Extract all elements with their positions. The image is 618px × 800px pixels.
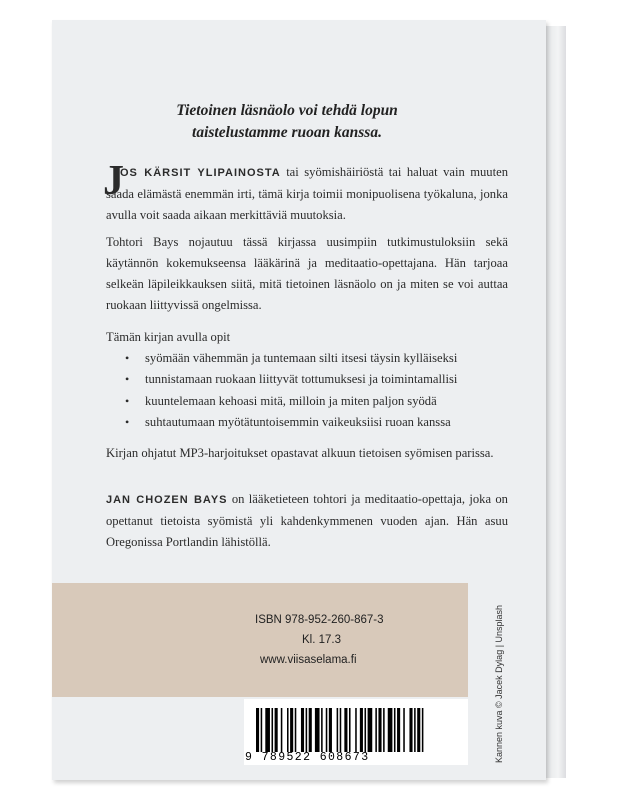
list-item — [106, 348, 506, 369]
cover-photo-credit: Kannen kuva © Jacek Dylag | Unsplash — [494, 604, 504, 763]
list-item-text: suhtautumaan myötätuntoisemmin vaikeuksiisi ruoan kanssa — [145, 414, 451, 429]
bullet-icon: • — [125, 414, 130, 429]
intro-lead: OS KÄRSIT YLIPAINOSTA — [120, 167, 281, 179]
book-spine — [546, 26, 566, 778]
list-item-text: kuuntelemaan kehoasi mitä, milloin ja miten paljon syödä — [145, 393, 437, 408]
list-item — [106, 391, 506, 412]
drop-cap: J — [103, 158, 124, 204]
list-item — [106, 412, 506, 433]
list-item-text: tunnistamaan ruokaan liittyvät tottumuksesi ja toimintamallisi — [145, 372, 458, 387]
bullet-icon: • — [125, 351, 130, 365]
tagline — [128, 100, 446, 144]
barcode-digits: 9 789522 608673 — [245, 751, 370, 764]
intro-text: tai syömishäiriöstä tai haluat vain muuten saada elämästä enemmän irti, tämä kirja toimii monipuolisena työkaluna, jonka avulla voit saada aikaan merkittäviä muutoksia. — [106, 165, 508, 222]
isbn: ISBN 978-952-260-867-3 — [255, 614, 384, 626]
intro-paragraph — [106, 162, 508, 226]
bullet-icon: • — [125, 393, 130, 408]
author-bio — [106, 489, 508, 553]
tagline-line-2: taistelustamme ruoan kanssa. — [192, 124, 382, 141]
bullet-icon: • — [125, 372, 130, 387]
list-intro: Tämän kirjan avulla opit — [106, 330, 231, 344]
author-name: JAN CHOZEN BAYS — [106, 494, 228, 506]
list-item-text: syömään vähemmän ja tuntemaan silti itsesi täysin kylläiseksi — [145, 351, 458, 365]
classification: Kl. 17.3 — [302, 634, 341, 646]
benefits-list — [106, 348, 506, 433]
mp3-paragraph: Kirjan ohjatut MP3-harjoitukset opastavat alkuun tietoisen syömisen parissa. — [106, 446, 494, 460]
tagline-line-1: Tietoinen läsnäolo voi tehdä lopun — [176, 102, 398, 119]
barcode-icon — [256, 708, 464, 752]
list-item — [106, 369, 506, 390]
publisher-url: www.viisaselama.fi — [260, 654, 357, 666]
author-bio-text: on lääketieteen tohtori ja meditaatio-opettaja, joka on opettanut tietoista syömistä yli kahdenkymmenen vuoden ajan. Hän asuu Oregonissa Portlandin lähistöllä. — [106, 492, 508, 549]
description-paragraph: Tohtori Bays nojautuu tässä kirjassa uusimpiin tutkimustuloksiin sekä käytännön kokemukseensa lääkärinä ja meditaatio-opettajana. Hän tarjoaa selkeän läpileikkauksen siitä, mitä tietoinen läsnäolo on ja miten se voi auttaa ruokaan liittyvissä ongelmissa. — [106, 235, 508, 312]
